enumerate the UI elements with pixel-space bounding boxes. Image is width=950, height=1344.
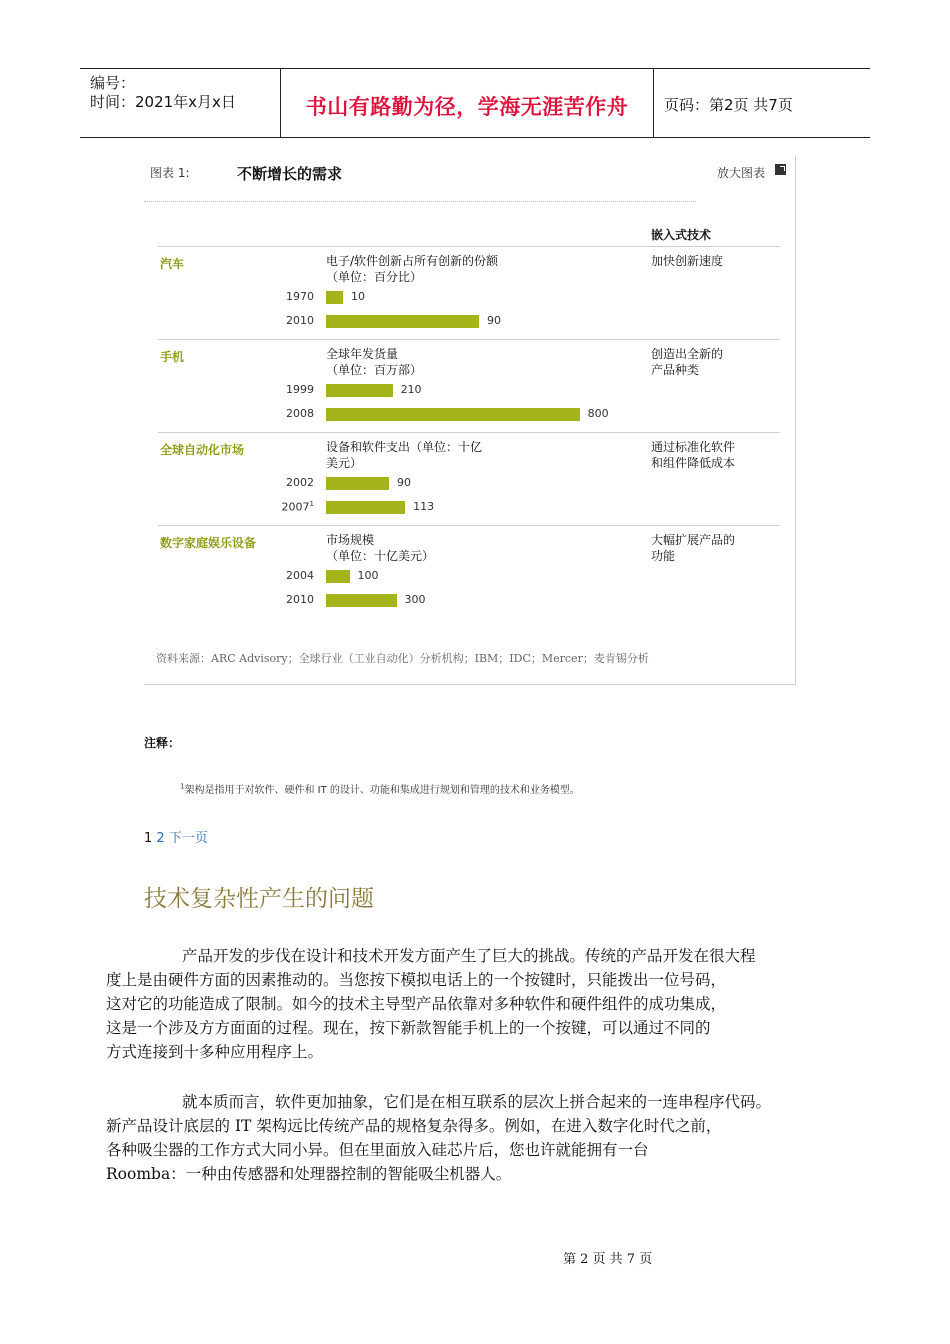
- chart-panel: [144, 156, 796, 685]
- page-footer: 第 2 页 共 7 页: [563, 1252, 653, 1267]
- paragraph-2: [106, 1090, 804, 1186]
- header-meta-cell: [80, 69, 281, 137]
- notes-text: [180, 781, 580, 796]
- effect-line: 加快创新速度: [651, 254, 724, 268]
- enlarge-icon[interactable]: [775, 164, 786, 175]
- title-divider: [144, 201, 696, 202]
- page-link-2[interactable]: 2: [156, 831, 165, 846]
- bar-value-label: 100: [357, 569, 379, 582]
- metric-line: （单位：百万部）: [326, 363, 423, 377]
- chart-label: 图表 1:: [150, 166, 190, 180]
- category-label: 数字家庭娱乐设备: [160, 536, 257, 550]
- paragraph-line: 这是一个涉及方方面面的过程。现在，按下新款智能手机上的一个按键，可以通过不同的: [106, 1019, 711, 1037]
- effect-label: [651, 253, 771, 269]
- bar-year-label: 2010: [286, 593, 314, 606]
- bar-year-label: 2010: [286, 314, 314, 327]
- effect-line: 大幅扩展产品的: [651, 533, 736, 547]
- paragraph-line: 各种吸尘器的工作方式大同小异。但在里面放入硅芯片后，您也许就能拥有一台: [106, 1141, 649, 1159]
- bar-value-label: 10: [351, 290, 365, 303]
- effect-line: 和组件降低成本: [651, 456, 736, 470]
- paragraph-line: Roomba：一种由传感器和处理器控制的智能吸尘机器人。: [106, 1165, 512, 1183]
- group-divider: [158, 246, 780, 247]
- metric-label: [326, 532, 516, 564]
- metric-line: 市场规模: [326, 533, 375, 547]
- chart-title: 不断增长的需求: [237, 165, 343, 183]
- bar-value-label: 300: [404, 593, 426, 606]
- bar: [326, 384, 393, 397]
- metric-label: [326, 253, 516, 285]
- bar-year-label: 2002: [286, 476, 314, 489]
- effect-label: [651, 346, 771, 378]
- bar: [326, 477, 389, 490]
- metric-line: 全球年发货量: [326, 347, 399, 361]
- bar: [326, 570, 350, 583]
- notes-body: 架构是指用于对软件、硬件和 IT 的设计、功能和集成进行规划和管理的技术和业务模型。: [184, 785, 580, 796]
- metric-line: （单位：百分比）: [326, 270, 423, 284]
- year-sup: 1: [309, 500, 314, 508]
- paragraph-line: 这对它的功能造成了限制。如今的技术主导型产品依靠对多种软件和硬件组件的成功集成，: [106, 995, 727, 1013]
- paragraph-line: 方式连接到十多种应用程序上。: [106, 1043, 324, 1061]
- bar-year-label: 1970: [286, 290, 314, 303]
- bar: [326, 408, 580, 421]
- effect-label: [651, 532, 771, 564]
- bar-year-label: 1999: [286, 383, 314, 396]
- paragraph-line: 就本质而言，软件更加抽象，它们是在相互联系的层次上拼合起来的一连串程序代码。: [182, 1093, 772, 1111]
- number-label: 编号：: [90, 74, 136, 92]
- next-page-link[interactable]: 下一页: [168, 831, 208, 846]
- page-header: [80, 68, 870, 138]
- group-divider: [158, 339, 780, 340]
- section-title: 技术复杂性产生的问题: [144, 886, 374, 912]
- group-divider: [158, 525, 780, 526]
- group-divider: [158, 432, 780, 433]
- metric-label: [326, 439, 516, 471]
- metric-line: 美元）: [326, 456, 363, 470]
- metric-line: （单位：十亿美元）: [326, 549, 435, 563]
- category-label: 全球自动化市场: [160, 443, 245, 457]
- effect-line: 产品种类: [651, 363, 700, 377]
- metric-line: 电子/软件创新占所有创新的份额: [326, 254, 499, 268]
- enlarge-chart-link[interactable]: 放大图表: [717, 166, 766, 180]
- page-link-current[interactable]: 1: [144, 831, 153, 846]
- bar-year-label: 2004: [286, 569, 314, 582]
- metric-line: 设备和软件支出（单位：十亿: [326, 440, 483, 454]
- bar-value-label: 800: [587, 407, 609, 420]
- pagination: [144, 827, 208, 846]
- metric-label: [326, 346, 516, 378]
- bar-value-label: 90: [487, 314, 501, 327]
- date-label: 时间：2021年x月x日: [90, 93, 236, 111]
- column-header-embedded-tech: 嵌入式技术: [651, 228, 712, 242]
- page-label: 页码：第2页 共7页: [664, 96, 793, 114]
- bar: [326, 594, 397, 607]
- effect-label: [651, 439, 771, 471]
- category-label: 手机: [160, 350, 185, 364]
- bar-value-label: 210: [400, 383, 422, 396]
- bar-year-label: 2007$^1$: [281, 500, 314, 514]
- bar: [326, 315, 479, 328]
- notes-title: 注释：: [144, 736, 181, 750]
- paragraph-line: 产品开发的步伐在设计和技术开发方面产生了巨大的挑战。传统的产品开发在很大程: [182, 947, 756, 965]
- header-page-cell: [654, 69, 870, 137]
- effect-line: 功能: [651, 549, 676, 563]
- bar-year-label: 2008: [286, 407, 314, 420]
- motto: 书山有路勤为径，学海无涯苦作舟: [305, 95, 629, 119]
- bar-value-label: 90: [397, 476, 411, 489]
- bar: [326, 501, 405, 514]
- paragraph-line: 度上是由硬件方面的因素推动的。当您按下模拟电话上的一个按键时，只能拨出一位号码，: [106, 971, 727, 989]
- category-label: 汽车: [160, 257, 185, 271]
- paragraph-1: [106, 944, 804, 1064]
- effect-line: 通过标准化软件: [651, 440, 736, 454]
- paragraph-line: 新产品设计底层的 IT 架构远比传统产品的规格复杂得多。例如，在进入数字化时代之前，: [106, 1117, 722, 1135]
- chart-source: 资料来源：ARC Advisory；全球行业（工业自动化）分析机构；IBM；IDC；Mercer；麦肯锡分析: [156, 652, 649, 665]
- bar-value-label: 113: [413, 500, 435, 513]
- bar: [326, 291, 343, 304]
- header-motto-cell: [281, 69, 654, 137]
- notes-sup: 1: [180, 782, 185, 791]
- effect-line: 创造出全新的: [651, 347, 724, 361]
